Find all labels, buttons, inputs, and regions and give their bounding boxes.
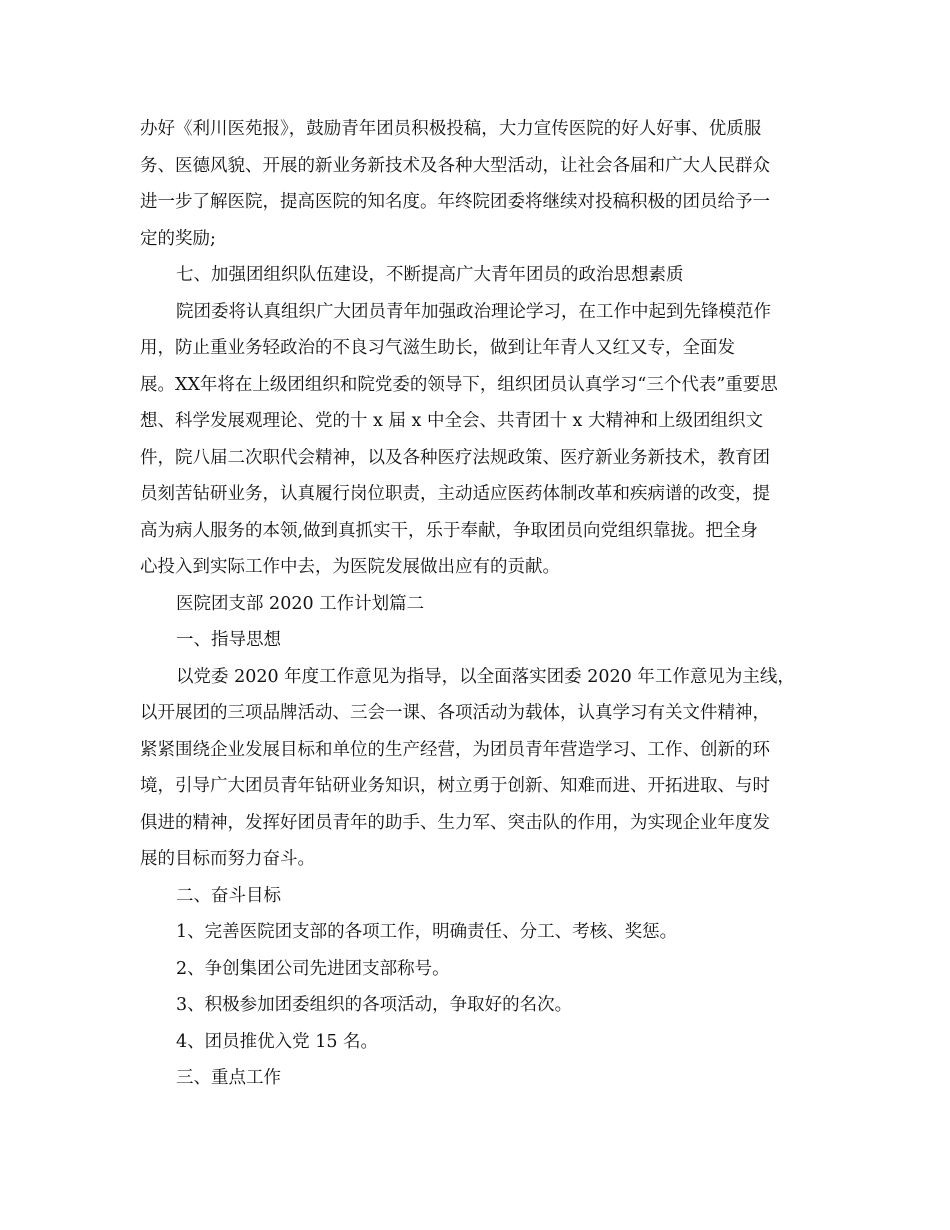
list-item: 3、积极参加团委组织的各项活动，争取好的名次。 — [176, 995, 573, 1015]
section-heading: 一、指导思想 — [176, 630, 281, 650]
text-line: 以党委 2020 年度工作意见为指导，以全面落实团委 2020 年工作意见为主线， — [176, 666, 795, 687]
list-item: 4、团员推优入党 15 名。 — [176, 1031, 379, 1052]
text-line: 境，引导广大团员青年钻研业务知识，树立勇于创新、知难而进、开拓进取、与时 — [140, 776, 770, 796]
text-line: 院团委将认真组织广大团员青年加强政治理论学习，在工作中起到先锋模范作 — [176, 301, 771, 322]
text-line: 想、科学发展观理论、党的十 x 届 x 中全会、共青团十 x 大精神和上级团组织文 — [140, 411, 763, 431]
list-item: 2、争创集团公司先进团支部称号。 — [176, 958, 450, 979]
section-heading: 三、重点工作 — [176, 1068, 281, 1088]
text-line: 员刻苦钻研业务，认真履行岗位职责，主动适应医药体制改革和疾病谱的改变，提 — [140, 484, 770, 504]
text-line: 件，院八届二次职代会精神，以及各种医疗法规政策、医疗新业务新技术，教育团 — [140, 447, 770, 468]
article-title: 医院团支部 2020 工作计划篇二 — [176, 593, 425, 614]
text-line: 定的奖励; — [140, 228, 216, 249]
text-line: 展的目标而努力奋斗。 — [140, 849, 315, 869]
section-heading: 七、加强团组织队伍建设，不断提高广大青年团员的政治思想素质 — [176, 265, 684, 285]
text-line: 办好《利川医苑报》，鼓励青年团员积极投稿，大力宣传医院的好人好事、优质服 — [140, 119, 762, 139]
text-line: 进一步了解医院，提高医院的知名度。年终院团委将继续对投稿积极的团员给予一 — [140, 192, 770, 212]
text-line: 紧紧围绕企业发展目标和单位的生产经营，为团员青年营造学习、工作、创新的环 — [140, 739, 770, 760]
section-heading: 二、奋斗目标 — [176, 885, 281, 906]
text-line: 用，防止重业务轻政治的不良习气滋生助长，做到让年青人又红又专，全面发 — [140, 338, 735, 358]
text-line: 高为病人服务的本领,做到真抓实干，乐于奉献，争取团员向党组织靠拢。把全身 — [140, 520, 759, 541]
list-item: 1、完善医院团支部的各项工作，明确责任、分工、考核、奖惩。 — [176, 922, 678, 942]
document-body — [140, 111, 820, 1097]
text-line: 心投入到实际工作中去，为医院发展做出应有的贡献。 — [140, 557, 560, 577]
text-line: 以开展团的三项品牌活动、三会一课、各项活动为载体，认真学习有关文件精神， — [140, 703, 770, 723]
text-line: 务、医德风貌、开展的新业务新技术及各种大型活动，让社会各届和广大人民群众 — [140, 155, 770, 176]
text-line: 展。XX年将在上级团组织和院党委的领导下，组织团员认真学习“三个代表”重要思 — [140, 374, 778, 395]
text-line: 俱进的精神，发挥好团员青年的助手、生力军、突击队的作用，为实现企业年度发 — [140, 812, 770, 833]
